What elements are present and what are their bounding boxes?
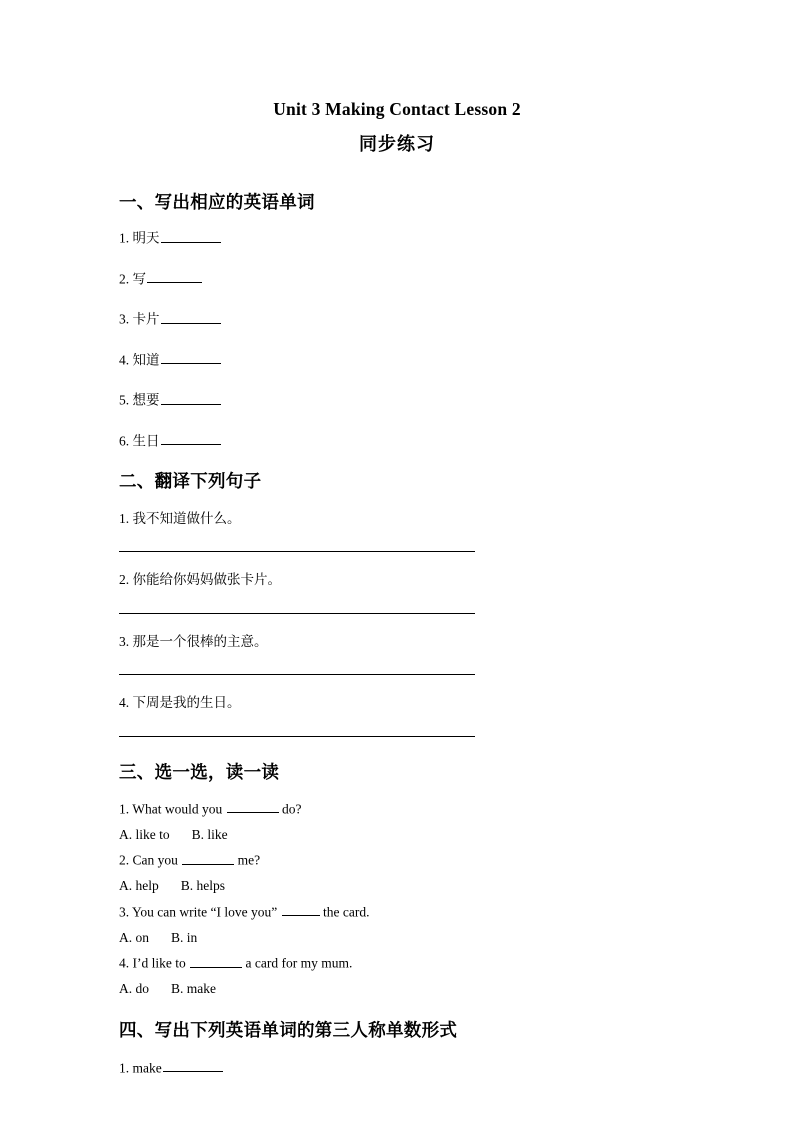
item-prompt: make: [132, 1059, 162, 1075]
item-number: 1.: [119, 510, 130, 526]
answer-blank[interactable]: [161, 391, 221, 404]
translation-prompt: [119, 571, 675, 589]
answer-blank[interactable]: [182, 851, 234, 864]
question-text-before: 2. Can you: [119, 852, 182, 868]
translation-item: [119, 694, 675, 737]
answer-line[interactable]: [119, 674, 475, 675]
item-prompt: 我不知道做什么。: [132, 510, 241, 526]
item-number: 4.: [119, 695, 130, 711]
mc-question: [119, 903, 675, 921]
option-b[interactable]: B. helps: [180, 878, 226, 894]
item-prompt: 那是一个很棒的主意。: [132, 633, 268, 649]
list-item: [119, 229, 675, 247]
answer-blank[interactable]: [147, 270, 202, 283]
answer-blank[interactable]: [161, 310, 221, 323]
option-a[interactable]: A. help: [119, 878, 159, 894]
translation-prompt: [119, 694, 675, 712]
option-a[interactable]: A. on: [119, 929, 149, 945]
answer-blank[interactable]: [282, 903, 320, 916]
item-number: 3.: [119, 311, 130, 327]
list-item: [119, 270, 675, 288]
item-prompt: 下周是我的生日。: [132, 695, 241, 711]
word-list-section-4: [119, 1059, 675, 1077]
mc-options: [119, 826, 675, 844]
section-heading-4: 四、写出下列英语单词的第三人称单数形式: [119, 1020, 458, 1041]
item-number: 6.: [119, 433, 130, 449]
item-number: 5.: [119, 392, 130, 408]
item-number: 4.: [119, 352, 130, 368]
translation-item: [119, 571, 675, 614]
item-prompt: 你能给你妈妈做张卡片。: [132, 572, 281, 588]
answer-blank[interactable]: [227, 800, 279, 813]
answer-line[interactable]: [119, 551, 475, 552]
question-text-before: 1. What would you: [119, 801, 226, 817]
item-prompt: 写: [132, 271, 146, 287]
list-item: [119, 1059, 675, 1077]
item-prompt: 知道: [132, 352, 160, 368]
answer-line[interactable]: [119, 736, 475, 737]
word-list-section-1: [119, 229, 675, 449]
answer-blank[interactable]: [161, 229, 221, 242]
question-text-before: 4. I’d like to: [119, 955, 190, 971]
option-b[interactable]: B. make: [171, 981, 216, 997]
option-a[interactable]: A. do: [119, 981, 149, 997]
question-text-before: 3. You can write “I love you”: [119, 904, 281, 920]
answer-line[interactable]: [119, 613, 475, 614]
answer-blank[interactable]: [190, 954, 242, 967]
section-heading-2: 二、翻译下列句子: [119, 471, 262, 492]
section-heading-3: 三、选一选，读一读: [119, 762, 280, 783]
multiple-choice-section: [119, 800, 675, 998]
item-prompt: 想要: [132, 392, 160, 408]
mc-options: [119, 980, 675, 998]
mc-options: [119, 929, 675, 947]
item-prompt: 卡片: [132, 311, 160, 327]
option-b[interactable]: B. in: [171, 929, 198, 945]
question-text-after: a card for my mum.: [242, 955, 353, 971]
mc-question: [119, 800, 675, 818]
item-number: 1.: [119, 230, 130, 246]
list-item: [119, 351, 675, 369]
option-b[interactable]: B. like: [191, 826, 228, 842]
question-text-after: me?: [234, 852, 261, 868]
mc-options: [119, 877, 675, 895]
question-text-after: the card.: [319, 904, 370, 920]
section-heading-1: 一、写出相应的英语单词: [119, 192, 315, 213]
translation-item: [119, 510, 675, 553]
translation-prompt: [119, 633, 675, 651]
page-subtitle: 同步练习: [359, 134, 435, 155]
option-a[interactable]: A. like to: [119, 826, 170, 842]
list-item: [119, 391, 675, 409]
answer-blank[interactable]: [163, 1059, 223, 1072]
mc-question: [119, 954, 675, 972]
translation-prompt: [119, 510, 675, 528]
list-item: [119, 310, 675, 328]
item-number: 2.: [119, 271, 130, 287]
answer-blank[interactable]: [161, 432, 221, 445]
translation-item: [119, 633, 675, 676]
answer-blank[interactable]: [161, 351, 221, 364]
item-number: 1.: [119, 1059, 130, 1075]
list-item: [119, 432, 675, 450]
question-text-after: do?: [278, 801, 302, 817]
item-prompt: 明天: [132, 230, 160, 246]
translation-section: [119, 510, 675, 737]
page-title: Unit 3 Making Contact Lesson 2: [273, 99, 521, 119]
item-number: 3.: [119, 633, 130, 649]
item-prompt: 生日: [132, 433, 160, 449]
item-number: 2.: [119, 572, 130, 588]
mc-question: [119, 851, 675, 869]
